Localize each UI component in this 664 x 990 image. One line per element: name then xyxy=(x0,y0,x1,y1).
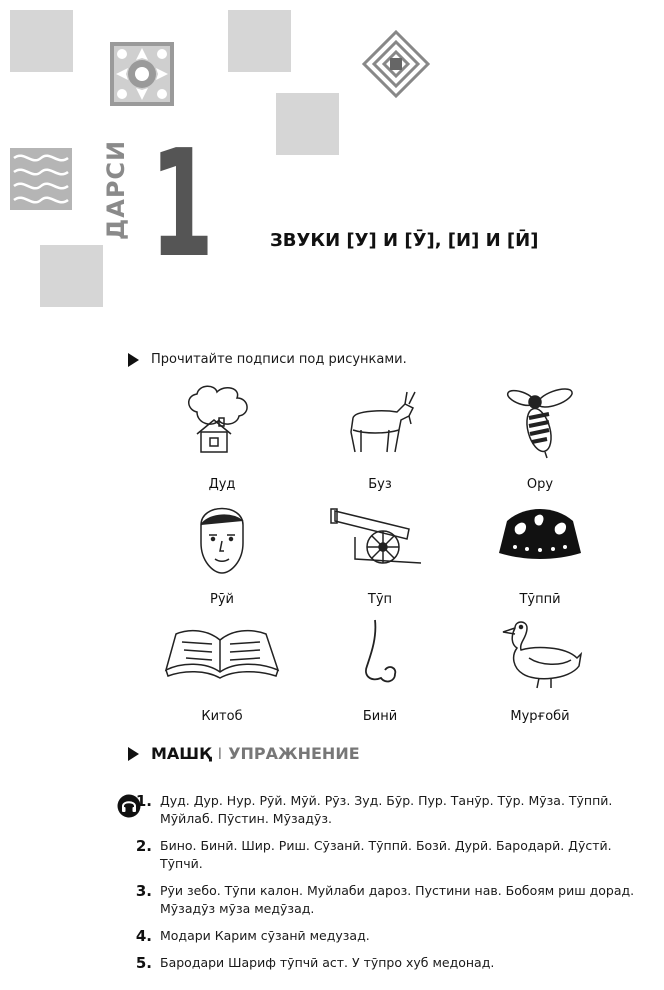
exercise-header xyxy=(128,744,360,763)
picture-item xyxy=(162,614,282,724)
picture-caption: Бинӣ xyxy=(362,709,398,724)
item-text: Рӯи зебо. Тӯпи калон. Муйлаби дароз. Пустини нав. Бобоям риш дорад. Мӯзадӯз мӯза медӯзад. xyxy=(160,883,635,916)
list-item xyxy=(120,792,640,828)
picture-item xyxy=(162,382,282,492)
item-number: 1. xyxy=(135,792,152,810)
wasp-icon xyxy=(485,382,595,462)
bullet-arrow-icon xyxy=(128,353,139,367)
exercise-separator: I xyxy=(217,744,223,763)
lesson-number: 1 xyxy=(150,118,214,290)
book-icon xyxy=(162,614,282,694)
item-number: 2. xyxy=(135,837,152,855)
item-number: 4. xyxy=(135,927,152,945)
instruction-text: Прочитайте подписи под рисунками. xyxy=(151,352,407,367)
picture-item xyxy=(480,614,600,724)
ornament-tile-icon xyxy=(110,42,174,106)
picture-caption: Тӯппӣ xyxy=(519,592,561,607)
cannon-icon xyxy=(325,497,435,577)
picture-item xyxy=(480,382,600,492)
list-item xyxy=(120,954,640,972)
decor-square xyxy=(228,10,291,72)
ornament-tile-icon xyxy=(362,30,430,98)
exercise-list xyxy=(120,792,640,981)
picture-caption: Дуд xyxy=(208,477,236,492)
bullet-arrow-icon xyxy=(128,747,139,761)
picture-caption: Тӯп xyxy=(367,592,393,607)
picture-caption: Рӯй xyxy=(210,592,234,607)
picture-grid xyxy=(150,382,610,727)
ornament-tile-icon xyxy=(10,148,72,210)
list-item xyxy=(120,882,640,918)
picture-item xyxy=(480,497,600,607)
face-icon xyxy=(167,497,277,577)
nose-icon xyxy=(325,614,435,694)
skullcap-icon xyxy=(485,497,595,577)
list-item xyxy=(120,927,640,945)
picture-item xyxy=(320,614,440,724)
item-text: Бино. Бинӣ. Шир. Риш. Сӯзанӣ. Тӯппӣ. Бозӣ. Дурӣ. Бародарӣ. Дӯстӣ. Тӯпчӣ. xyxy=(160,838,612,871)
item-text: Модари Карим сӯзанӣ медузад. xyxy=(160,928,370,943)
duck-icon xyxy=(485,614,595,694)
item-text: Дуд. Дур. Нур. Рӯй. Мӯй. Рӯз. Зуд. Бӯр. Пур. Танӯр. Тӯр. Мӯза. Тӯппӣ. Мӯйлаб. Пӯстин. Мӯзадӯз. xyxy=(160,793,613,826)
decor-square xyxy=(40,245,103,307)
picture-caption: Ору xyxy=(526,477,554,492)
item-number: 5. xyxy=(135,954,152,972)
picture-item xyxy=(320,497,440,607)
picture-caption: Мурғобӣ xyxy=(510,709,570,724)
exercise-title-ru: УПРАЖНЕНИЕ xyxy=(228,744,360,763)
picture-item xyxy=(320,382,440,492)
instruction xyxy=(128,352,407,367)
picture-caption: Буз xyxy=(368,477,392,492)
item-number: 3. xyxy=(135,882,152,900)
exercise-title-tj: МАШҚ xyxy=(151,744,212,763)
lesson-label: ДАРСИ xyxy=(102,139,130,241)
lesson-title: ЗВУКИ [У] И [Ӯ], [И] И [Ӣ] xyxy=(270,230,539,251)
item-text: Бародари Шариф тӯпчӣ аст. У тӯпро хуб медонад. xyxy=(160,955,495,970)
list-item xyxy=(120,837,640,873)
picture-item xyxy=(162,497,282,607)
decor-square xyxy=(10,10,73,72)
decor-square xyxy=(276,93,339,155)
picture-caption: Китоб xyxy=(201,709,243,724)
smoke-house-icon xyxy=(167,382,277,462)
goat-icon xyxy=(325,382,435,462)
